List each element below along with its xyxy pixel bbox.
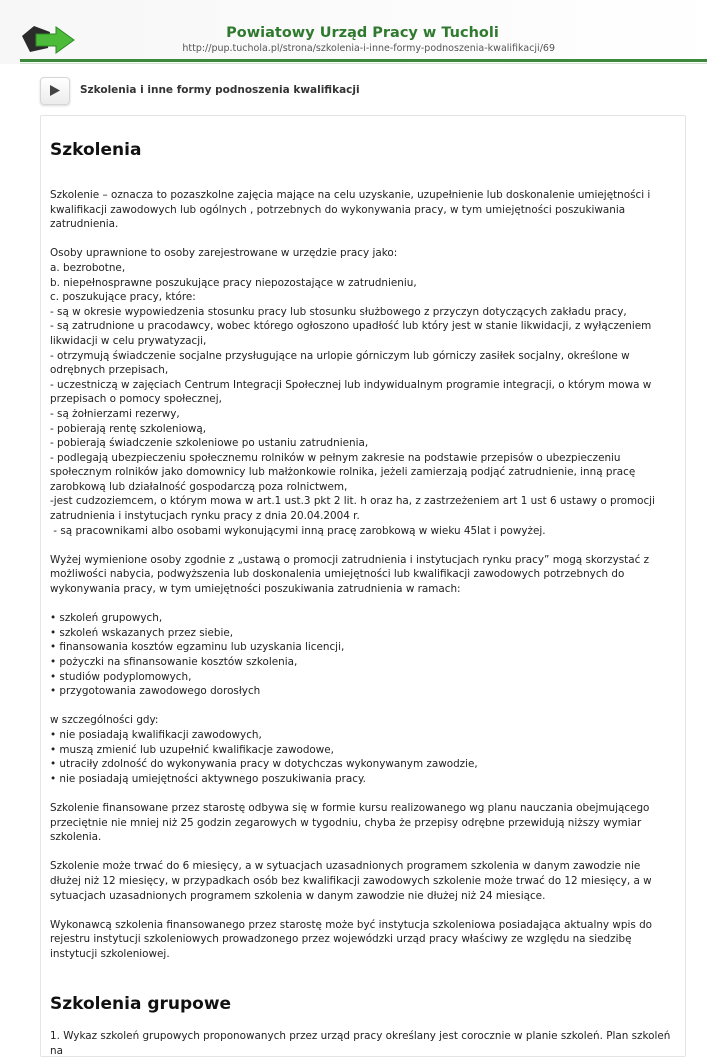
hours-paragraph: Szkolenie finansowane przez starostę odbywa się w formie kursu realizowanego wg planu nauczania obejmującego przeciętnie nie mniej niż 25 godzin zegarowych w tygodniu, chyba że przepisy odrębne przewidują niższy wymiar szkolenia.: [50, 801, 650, 844]
intro-paragraph: Szkolenie – oznacza to pozaszkolne zajęcia mające na celu uzyskanie, uzupełnienie lub doskonalenie umiejętności i kwalifikacji zawodowych lub ogólnych , potrzebnych do wykonywania pracy, w tym umiejętności poszukiwania zatrudnienia.: [50, 189, 651, 231]
list-item: - otrzymują świadczenie socjalne przysługujące na urlopie górniczym lub górniczy zasiłek socjalny, określone w odrębnych przepisach,: [50, 349, 630, 377]
list-item: • pożyczki na sfinansowanie kosztów szkolenia,: [50, 656, 298, 668]
forms-list: [50, 611, 672, 699]
eligible-list: [50, 261, 672, 538]
list-item: • szkoleń grupowych,: [50, 612, 163, 625]
especially-list: [50, 728, 672, 786]
list-item: • studiów podyplomowych,: [50, 670, 192, 683]
duration-paragraph: Szkolenie może trwać do 6 miesięcy, a w sytuacjach uzasadnionych programem szkolenia w danym zawodzie nie dłużej niż 12 miesięcy, w przypadkach osób bez kwalifikacji zawodowych szkolenie może trwać do 12 miesięcy, a w sytuacjach uzasadnionych programem szkolenia w danym zawodzie nie dłużej niż 24 miesiące.: [50, 860, 652, 902]
list-item: • nie posiadają kwalifikacji zawodowych,: [50, 728, 262, 741]
list-item: - są żołnierzami rezerwy,: [50, 407, 180, 420]
list-item: • nie posiadają umiejętności aktywnego poszukiwania pracy.: [50, 772, 366, 785]
breadcrumb-title: Szkolenia i inne formy podnoszenia kwalifikacji: [80, 84, 360, 96]
list-item: a. bezrobotne,: [50, 261, 126, 274]
eligible-intro: Osoby uprawnione to osoby zarejestrowane w urzędzie pracy jako:: [50, 247, 398, 260]
header-divider: [20, 59, 707, 62]
list-item: - pobierają rentę szkoleniową,: [50, 422, 207, 435]
page-url: http://pup.tuchola.pl/strona/szkolenia-i-inne-formy-podnoszenia-kwalifikacji/69: [182, 43, 555, 54]
list-item: - pobierają świadczenie szkoleniowe po ustaniu zatrudnienia,: [50, 437, 369, 450]
list-item: - są zatrudnione u pracodawcy, wobec którego ogłoszono upadłość lub który jest w stanie likwidacji, z wyłączeniem likwidacji w celu prywatyzacji,: [50, 320, 652, 347]
list-item: - są pracownikami albo osobami wykonującymi inną pracę zarobkową w wieku 45lat i powyżej.: [50, 524, 546, 537]
article-content: [50, 132, 672, 1059]
list-item: • finansowania kosztów egzaminu lub uzyskania licencji,: [50, 641, 345, 654]
list-item: • utraciły zdolność do wykonywania pracy w dotychczas wykonywanym zawodzie,: [50, 758, 478, 771]
list-item: b. niepełnosprawne poszukujące pracy niepozostające w zatrudnieniu,: [50, 276, 417, 289]
group-paragraph: 1. Wykaz szkoleń grupowych proponowanych przez urząd pracy określany jest corocznie w planie szkoleń. Plan szkoleń na: [50, 1030, 671, 1058]
especially-intro: w szczególności gdy:: [50, 714, 159, 727]
site-title[interactable]: Powiatowy Urząd Pracy w Tucholi: [226, 25, 499, 41]
heading-szkolenia: Szkolenia: [50, 140, 142, 160]
list-item: • muszą zmienić lub uzupełnić kwalifikacje zawodowe,: [50, 743, 334, 756]
heading-szkolenia-grupowe: Szkolenia grupowe: [50, 994, 232, 1015]
list-item: -jest cudzoziemcem, o którym mowa w art.1 ust.3 pkt 2 lit. h oraz ha, z zastrzeżeniem art 1 ust 6 ustawy o promocji zatrudnienia i instytucjach rynku pracy z dnia 20.04.2004 r.: [50, 495, 655, 523]
header-divider-light: [20, 63, 707, 64]
possibility-paragraph: Wyżej wymienione osoby zgodnie z „ustawą o promocji zatrudnienia i instytucjach rynku pracy” mogą skorzystać z możliwości nabycia, podwyższenia lub doskonalenia umiejętności lub kwalifikacji zawodowych potrzebnych do wykonywania pracy, w tym umiejętności poszukiwania zatrudnienia w ramach:: [50, 553, 650, 596]
list-item: c. poszukujące pracy, które:: [50, 291, 196, 304]
breadcrumb-button[interactable]: [40, 77, 70, 105]
list-item: - są w okresie wypowiedzenia stosunku pracy lub stosunku służbowego z przyczyn dotyczących zakładu pracy,: [50, 305, 627, 318]
list-item: - uczestniczą w zajęciach Centrum Integracji Społecznej lub indywidualnym programie integracji, o którym mowa w przepisach o pomocy społecznej,: [50, 378, 652, 406]
contractor-paragraph: Wykonawcą szkolenia finansowanego przez starostę może być instytucja szkoleniowa posiadająca aktualny wpis do rejestru instytucji szkoleniowych prowadzonego przez wojewódzki urząd pracy właściwy ze względu na siedzibę instytucji szkoleniowej.: [50, 918, 653, 960]
play-arrow-icon: [49, 84, 61, 97]
list-item: • przygotowania zawodowego dorosłych: [50, 685, 261, 698]
list-item: • szkoleń wskazanych przez siebie,: [50, 626, 234, 639]
list-item: - podlegają ubezpieczeniu społecznemu rolników w pełnym zakresie na podstawie przepisów o ubezpieczeniu społecznym rolników jako domownicy lub małżonkowie rolnika, jeżeli zamierzają podjąć zatrudnienie, inną pracę zarobkową lub działalność gospodarczą poza rolnictwem,: [50, 451, 636, 493]
arrow-logo-icon[interactable]: [20, 22, 76, 54]
site-header: [0, 0, 725, 64]
